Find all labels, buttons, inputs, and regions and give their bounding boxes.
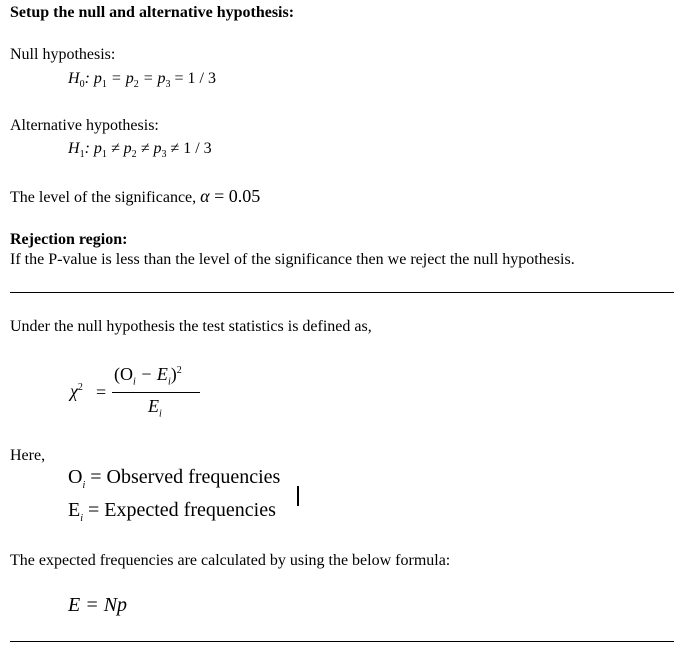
null-hypothesis-formula: $H_0$: $p_1 = p_2 = p_3 = 1 / 3$ [68,70,216,91]
rejection-heading: Rejection region: [10,231,128,248]
here-label: Here, [10,447,46,464]
fraction-denominator: $E_i$ [148,396,162,420]
fraction-bar [112,392,200,393]
equals-sign: = [96,382,107,402]
divider-2 [10,641,674,642]
alternative-hypothesis-label: Alternative hypothesis: [10,117,159,134]
setup-heading: Setup the null and alternative hypothesis: [10,4,295,21]
rejection-text: If the P-value is less than the level of the significance then we reject the null hypothesis. [10,251,575,268]
expected-definition: $E_i$ = Expected frequencies [68,499,276,524]
text-cursor [297,486,299,506]
chi-square-fraction [112,364,202,424]
test-statistic-intro: Under the null hypothesis the test statistics is defined as, [10,318,372,335]
expected-intro: The expected frequencies are calculated by using the below formula: [10,552,451,569]
null-hypothesis-label: Null hypothesis: [10,46,116,63]
divider-1 [10,292,674,293]
alpha-symbol: α [200,186,210,206]
expected-formula: E = Np [68,594,128,616]
significance-line: The level of the significance, α = 0.05 [10,186,261,206]
alternative-hypothesis-formula: $H_1$: $p_1 \ne p_2 \ne p_3 \ne 1 / 3$ [68,140,212,161]
chi-square-symbol: $\chi^2$ [70,381,83,401]
fraction-numerator: $(O_i - E_i)^2$ [114,364,182,388]
observed-definition: $O_i$ = Observed frequencies [68,466,281,491]
